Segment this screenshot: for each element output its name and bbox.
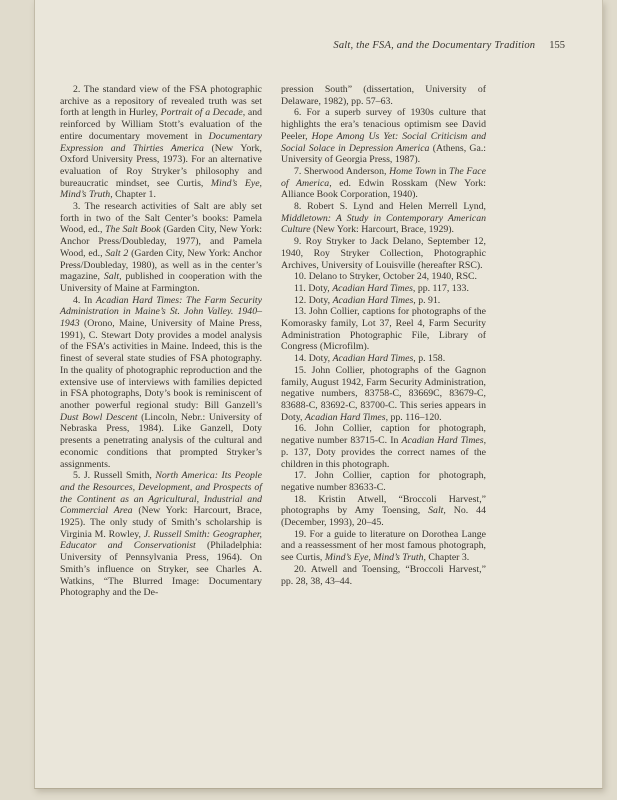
note-text: 20. Atwell and Toensing, “Broccoli Harvest,” pp. 28, 38, 43–44.	[281, 563, 486, 587]
note-text-italic: Salt 2	[105, 247, 129, 259]
note-paragraph	[281, 166, 486, 201]
running-head-title: Salt, the FSA, and the Documentary Tradition	[333, 40, 536, 51]
note-paragraph	[60, 84, 262, 201]
note-text-italic: Acadian Hard Times: The Farm Security Administration in Maine’s St. John Valley. 1940–1943	[60, 294, 262, 330]
note-text: (Athens, Ga.: University of Georgia Press, 1987).	[281, 142, 486, 166]
note-text: 8. Robert S. Lynd and Helen Merrell Lynd,	[294, 201, 486, 213]
note-paragraph	[281, 107, 486, 166]
note-text-italic: Hope Among Us Yet: Social Criticism and Social Solace in Depression America	[281, 130, 487, 154]
note-text-italic: Documentary Expression and Thirties America	[60, 130, 262, 154]
note-text: 11. Doty,	[294, 282, 333, 294]
note-text: 12. Doty,	[294, 294, 333, 306]
note-paragraph	[281, 283, 486, 295]
note-text: 13. John Collier, captions for photographs of the Komorasky family, Lot 37, Reel 4, Farm Security Administration Photographic File, Library of Congress (Microfilm).	[281, 306, 486, 353]
note-paragraph	[281, 529, 486, 564]
note-text: , and reinforced by William Stott’s evaluation of the entire documentary movement in	[60, 107, 262, 142]
note-text-italic: Mind’s Eye, Mind’s Truth	[324, 552, 424, 564]
note-paragraph	[281, 84, 486, 107]
note-text: , p. 137, Doty provides the correct names of the children in this photograph.	[281, 435, 487, 470]
running-head	[60, 40, 565, 51]
note-text-italic: Portrait of a Decade	[160, 107, 243, 119]
note-text-italic: Home Town	[389, 165, 437, 177]
note-text: , No. 44 (December, 1993), 20–45.	[281, 505, 486, 529]
note-text-italic: Acadian Hard Times	[304, 411, 386, 423]
note-text: , p. 91.	[413, 294, 441, 306]
note-paragraph	[281, 423, 486, 470]
book-page	[34, 0, 603, 789]
note-text: (New York: Harcourt, Brace, 1925). The only study of Smith’s scholarship is Virginia M. Rowley,	[60, 505, 262, 540]
note-text: , published in cooperation with the University of Maine at Farmington.	[60, 271, 262, 294]
note-text: 18. Kristin Atwell, “Broccoli Harvest,” photographs by Amy Toensing,	[281, 493, 486, 517]
note-text: (Garden City, New York: Anchor Press/Doubleday, 1980), as well as in the center’s magazine,	[60, 247, 262, 283]
note-text-italic: The Face of America	[281, 165, 486, 189]
note-text: pression South” (dissertation, University of Delaware, 1982), pp. 57–63.	[281, 84, 486, 107]
note-text-italic: Acadian Hard Times	[332, 353, 414, 365]
page-number: 155	[549, 40, 565, 51]
note-text: , pp. 117, 133.	[412, 282, 469, 294]
notes-section	[60, 84, 486, 599]
note-paragraph	[281, 236, 486, 271]
note-text: 14. Doty,	[294, 353, 333, 365]
note-text-italic: Salt	[428, 505, 444, 517]
note-text-italic: Acadian Hard Times	[332, 282, 413, 294]
note-paragraph	[281, 564, 486, 587]
note-text: , Chapter 3.	[423, 552, 470, 564]
notes-column-right	[281, 84, 486, 599]
note-text: (Philadelphia: University of Pennsylvania Press, 1964). On Smith’s influence on Stryker, see Charles A. Watkins, “The Blurred Image: Documentary Photography and the De-	[60, 540, 262, 599]
note-paragraph	[281, 306, 486, 353]
note-paragraph	[281, 271, 486, 283]
note-text: 4. In	[73, 294, 96, 306]
note-text-italic: The Salt Book	[105, 224, 161, 236]
note-text: (New York, Oxford University Press, 1973). For an alternative evaluation of Roy Stryker’s philosophy and bureaucratic mindset, see Curtis,	[60, 142, 263, 189]
notes-column-left	[60, 84, 262, 599]
note-text: 19. For a guide to literature on Dorothea Lange and a reassessment of her most famous photograph, see Curtis,	[281, 528, 486, 564]
note-text: 15. John Collier, photographs of the Gagnon family, August 1942, Farm Security Administration, negative numbers, 83758-C, 83669C, 83679-C, 83688-C, 83692-C, 83700-C. This series appears in Doty,	[281, 364, 486, 423]
note-text: 16. John Collier, caption for photograph, negative number 83715-C. In	[281, 423, 486, 447]
note-text: (New York: Harcourt, Brace, 1929).	[310, 224, 454, 236]
note-text: 6. For a superb survey of 1930s culture that highlights the era’s tenacious optimism see David Peeler,	[281, 107, 486, 142]
note-text: (Garden City, New York: Anchor Press/Doubleday, 1977), and Pamela Wood, ed.,	[60, 224, 263, 259]
note-text: (Orono, Maine, University of Maine Press, 1991), C. Stewart Doty provides a model analysis of the FSA’s activities in Maine. Indeed, this is the finest of several state studies of FSA photography. In the quality of photographic reproduction and the extensive use of interviews with families depicted in FSA photographs, Doty’s book is reminiscent of another powerful regional study: Bill Ganzell’s	[60, 318, 262, 411]
note-text-italic: Dust Bowl Descent	[60, 411, 138, 423]
note-text: 5. J. Russell Smith,	[73, 470, 156, 482]
note-paragraph	[60, 295, 262, 471]
note-text: 17. John Collier, caption for photograph, negative number 83633-C.	[281, 470, 486, 493]
note-text: , Chapter 1.	[110, 189, 156, 201]
note-paragraph	[281, 353, 486, 365]
note-text: 2. The standard view of the FSA photographic archive as a repository of revealed truth was set forth at length in Hurley,	[60, 84, 262, 119]
note-text-italic: North America: Its People and the Resources, Development, and Prospects of the Continent as an Agricultural, Industrial and Commercial Area	[60, 470, 262, 517]
note-text: , pp. 116–120.	[385, 411, 442, 423]
note-paragraph	[281, 470, 486, 493]
note-text-italic: Acadian Hard Times	[332, 294, 414, 306]
note-text: 9. Roy Stryker to Jack Delano, September 12, 1940, Roy Stryker Collection, Photographic Archives, University of Louisville (hereafter RSC).	[281, 236, 486, 271]
note-paragraph	[281, 295, 486, 307]
note-text: 3. The research activities of Salt are ably set forth in two of the Salt Center’s books: Pamela Wood, ed.,	[60, 201, 262, 236]
note-text: in	[436, 165, 450, 177]
note-paragraph	[281, 365, 486, 424]
note-text: (Lincoln, Nebr.: University of Nebraska Press, 1984). Like Ganzell, Doty presents a penetrating analysis of the cultural and economic conditions that prompted Stryker’s assignments.	[60, 411, 262, 470]
note-text-italic: Acadian Hard Times	[401, 435, 484, 447]
note-text: 7. Sherwood Anderson,	[294, 165, 390, 177]
note-text: , p. 158.	[413, 353, 446, 365]
note-text-italic: Salt	[103, 271, 120, 283]
note-text-italic: Mind’s Eye, Mind’s Truth	[60, 177, 262, 201]
note-paragraph	[281, 494, 486, 529]
note-paragraph	[281, 201, 486, 236]
note-paragraph	[60, 470, 262, 599]
note-text: , ed. Edwin Rosskam (New York: Alliance Book Corporation, 1940).	[281, 177, 486, 201]
note-paragraph	[60, 201, 262, 295]
note-text: 10. Delano to Stryker, October 24, 1940, RSC.	[294, 271, 478, 283]
note-text-italic: Middletown: A Study in Contemporary American Culture	[281, 212, 486, 236]
note-text-italic: J. Russell Smith: Geographer, Educator and Conservationist	[60, 528, 262, 552]
